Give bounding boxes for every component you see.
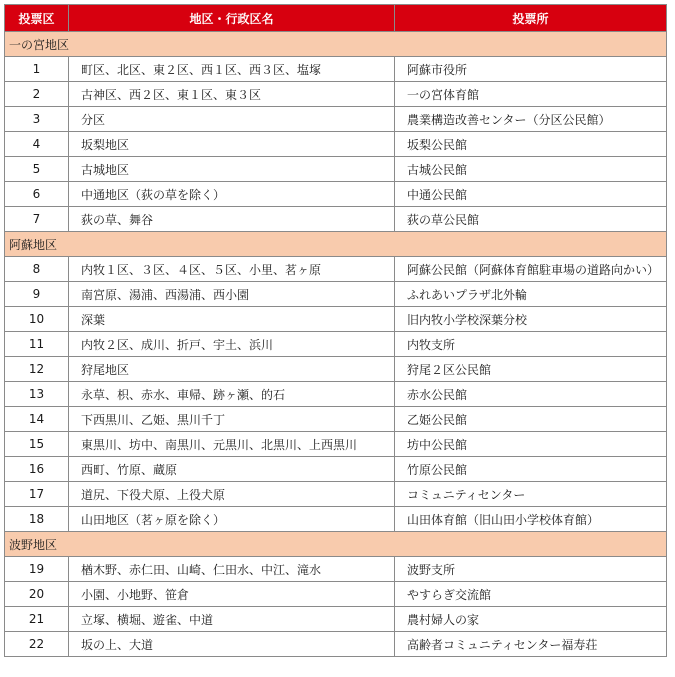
- district-number-cell: 10: [5, 307, 69, 332]
- polling-place-cell: 坂梨公民館: [395, 132, 667, 157]
- district-number-cell: 2: [5, 82, 69, 107]
- table-row: [5, 557, 667, 582]
- area-name-cell: 下西黒川、乙姫、黒川千丁: [69, 407, 395, 432]
- district-number-cell: 22: [5, 632, 69, 657]
- area-name-cell: 古神区、西２区、東１区、東３区: [69, 82, 395, 107]
- area-name-cell: 立塚、横堀、遊雀、中道: [69, 607, 395, 632]
- polling-place-cell: 高齢者コミュニティセンター福寿荘: [395, 632, 667, 657]
- table-row: [5, 257, 667, 282]
- area-name-cell: 道尻、下役犬原、上役犬原: [69, 482, 395, 507]
- table-row: [5, 182, 667, 207]
- table-row: [5, 57, 667, 82]
- area-name-cell: 西町、竹原、蔵原: [69, 457, 395, 482]
- table-row: [5, 307, 667, 332]
- polling-place-cell: 農業構造改善センター（分区公民館）: [395, 107, 667, 132]
- polling-place-cell: 狩尾２区公民館: [395, 357, 667, 382]
- area-name-cell: 分区: [69, 107, 395, 132]
- area-name-cell: 中通地区（荻の草を除く）: [69, 182, 395, 207]
- polling-place-cell: 農村婦人の家: [395, 607, 667, 632]
- table-row: [5, 457, 667, 482]
- polling-district-table: [4, 4, 667, 657]
- district-number-cell: 1: [5, 57, 69, 82]
- district-number-cell: 8: [5, 257, 69, 282]
- section-row: [5, 232, 667, 257]
- district-number-cell: 12: [5, 357, 69, 382]
- polling-place-cell: 竹原公民館: [395, 457, 667, 482]
- district-number-cell: 13: [5, 382, 69, 407]
- section-title: 波野地区: [5, 532, 667, 557]
- polling-place-cell: 阿蘇公民館（阿蘇体育館駐車場の道路向かい）: [395, 257, 667, 282]
- area-name-cell: 山田地区（茗ヶ原を除く）: [69, 507, 395, 532]
- district-number-cell: 11: [5, 332, 69, 357]
- header-polling-place: 投票所: [395, 5, 667, 32]
- table-row: [5, 107, 667, 132]
- table-row: [5, 582, 667, 607]
- table-row: [5, 357, 667, 382]
- area-name-cell: 楢木野、赤仁田、山崎、仁田水、中江、滝水: [69, 557, 395, 582]
- polling-place-cell: 波野支所: [395, 557, 667, 582]
- district-number-cell: 19: [5, 557, 69, 582]
- district-number-cell: 3: [5, 107, 69, 132]
- section-title: 一の宮地区: [5, 32, 667, 57]
- polling-place-cell: 内牧支所: [395, 332, 667, 357]
- section-row: [5, 32, 667, 57]
- table-row: [5, 382, 667, 407]
- table-row: [5, 82, 667, 107]
- district-number-cell: 21: [5, 607, 69, 632]
- polling-place-cell: 一の宮体育館: [395, 82, 667, 107]
- polling-place-cell: 中通公民館: [395, 182, 667, 207]
- table-row: [5, 207, 667, 232]
- district-number-cell: 20: [5, 582, 69, 607]
- table-body: [5, 32, 667, 657]
- district-number-cell: 4: [5, 132, 69, 157]
- polling-place-cell: 旧内牧小学校深葉分校: [395, 307, 667, 332]
- area-name-cell: 東黒川、坊中、南黒川、元黒川、北黒川、上西黒川: [69, 432, 395, 457]
- polling-place-cell: 山田体育館（旧山田小学校体育館）: [395, 507, 667, 532]
- polling-place-cell: 乙姫公民館: [395, 407, 667, 432]
- district-number-cell: 18: [5, 507, 69, 532]
- area-name-cell: 永草、枳、赤水、車帰、跡ヶ瀬、的石: [69, 382, 395, 407]
- polling-place-cell: 阿蘇市役所: [395, 57, 667, 82]
- area-name-cell: 狩尾地区: [69, 357, 395, 382]
- area-name-cell: 坂の上、大道: [69, 632, 395, 657]
- table-row: [5, 157, 667, 182]
- polling-place-cell: 荻の草公民館: [395, 207, 667, 232]
- polling-place-cell: ふれあいプラザ北外輪: [395, 282, 667, 307]
- area-name-cell: 古城地区: [69, 157, 395, 182]
- area-name-cell: 内牧２区、成川、折戸、宇土、浜川: [69, 332, 395, 357]
- table-row: [5, 332, 667, 357]
- polling-place-cell: 赤水公民館: [395, 382, 667, 407]
- district-number-cell: 14: [5, 407, 69, 432]
- header-district-number: 投票区: [5, 5, 69, 32]
- area-name-cell: 小園、小地野、笹倉: [69, 582, 395, 607]
- table-row: [5, 507, 667, 532]
- table-row: [5, 607, 667, 632]
- district-number-cell: 15: [5, 432, 69, 457]
- area-name-cell: 町区、北区、東２区、西１区、西３区、塩塚: [69, 57, 395, 82]
- table-header-row: [5, 5, 667, 32]
- district-number-cell: 16: [5, 457, 69, 482]
- area-name-cell: 深葉: [69, 307, 395, 332]
- polling-place-cell: 坊中公民館: [395, 432, 667, 457]
- area-name-cell: 坂梨地区: [69, 132, 395, 157]
- table-row: [5, 407, 667, 432]
- table-row: [5, 632, 667, 657]
- district-number-cell: 17: [5, 482, 69, 507]
- header-area-name: 地区・行政区名: [69, 5, 395, 32]
- area-name-cell: 南宮原、湯浦、西湯浦、西小園: [69, 282, 395, 307]
- table-row: [5, 282, 667, 307]
- polling-place-cell: コミュニティセンター: [395, 482, 667, 507]
- district-number-cell: 9: [5, 282, 69, 307]
- area-name-cell: 荻の草、舞谷: [69, 207, 395, 232]
- section-title: 阿蘇地区: [5, 232, 667, 257]
- district-number-cell: 6: [5, 182, 69, 207]
- polling-place-cell: 古城公民館: [395, 157, 667, 182]
- section-row: [5, 532, 667, 557]
- area-name-cell: 内牧１区、３区、４区、５区、小里、茗ヶ原: [69, 257, 395, 282]
- polling-place-cell: やすらぎ交流館: [395, 582, 667, 607]
- table-row: [5, 132, 667, 157]
- table-row: [5, 432, 667, 457]
- table-row: [5, 482, 667, 507]
- district-number-cell: 7: [5, 207, 69, 232]
- district-number-cell: 5: [5, 157, 69, 182]
